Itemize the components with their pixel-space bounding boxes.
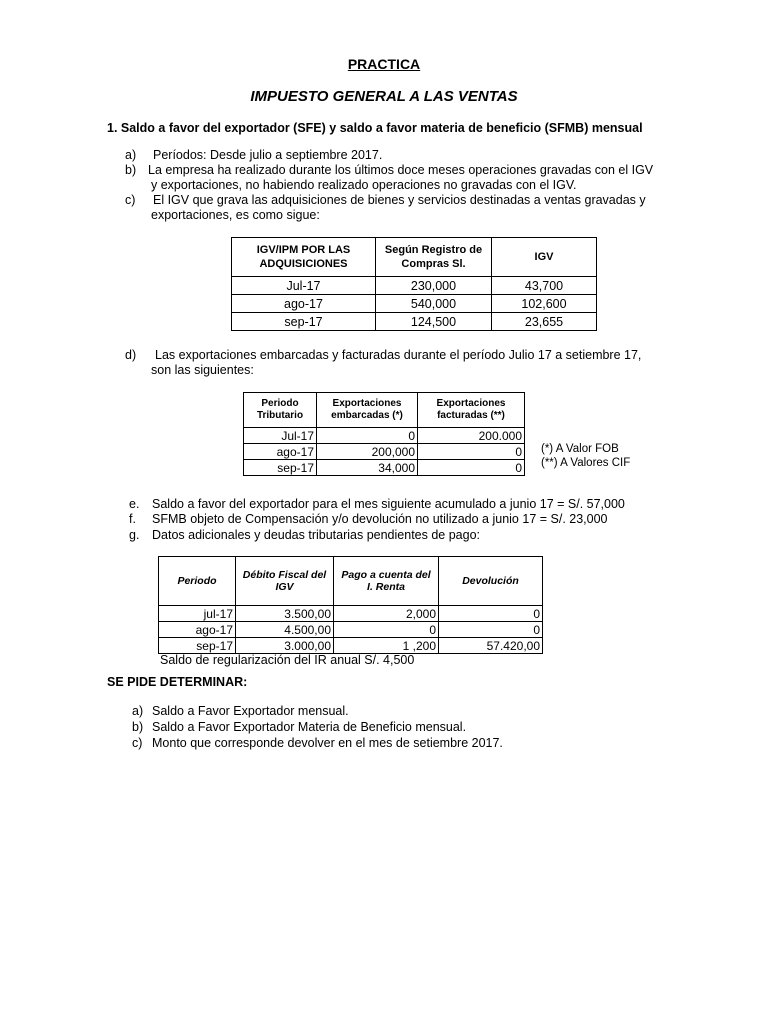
pide-item-c-text: Monto que corresponde devolver en el mes de setiembre 2017. — [152, 736, 503, 750]
item-a-label: a) — [125, 148, 137, 162]
table-header-cell: Débito Fiscal del IGV — [236, 557, 334, 606]
item-c-line2: exportaciones, es como sigue: — [151, 208, 320, 222]
item-b-label: b) — [125, 163, 137, 177]
table-cell: ago-17 — [232, 295, 376, 313]
item-e-label: e. — [129, 497, 140, 511]
table-cell: 23,655 — [492, 313, 597, 331]
table-header-cell: Exportaciones embarcadas (*) — [317, 393, 418, 428]
item-f-label: f. — [129, 512, 136, 526]
section-heading: 1. Saldo a favor del exportador (SFE) y saldo a favor materia de beneficio (SFMB) mensual — [107, 121, 643, 135]
item-d-line2: son las siguientes: — [151, 363, 254, 377]
table2-note-cif: (**) A Valores CIF — [541, 457, 631, 469]
pide-item-a-text: Saldo a Favor Exportador mensual. — [152, 704, 349, 718]
item-g-label: g. — [129, 528, 140, 542]
table-row — [159, 622, 543, 638]
table-cell: sep-17 — [244, 460, 317, 476]
table-cell: 102,600 — [492, 295, 597, 313]
item-c-line1: El IGV que grava las adquisiciones de bienes y servicios destinadas a ventas gravadas y — [153, 193, 646, 207]
exportaciones-table — [243, 392, 525, 476]
table-cell: 0 — [439, 622, 543, 638]
table-row — [244, 444, 525, 460]
table-cell: 200,000 — [317, 444, 418, 460]
table-header-cell: Exportaciones facturadas (**) — [418, 393, 525, 428]
table-row — [159, 606, 543, 622]
table-cell: 230,000 — [376, 277, 492, 295]
pide-item-c-label: c) — [132, 736, 143, 750]
table3-footer: Saldo de regularización del IR anual S/. 4,500 — [160, 653, 415, 667]
table-cell: 0 — [418, 460, 525, 476]
deudas-tributarias-table — [158, 556, 543, 654]
table-header-row — [244, 393, 525, 428]
item-a-text: Períodos: Desde julio a septiembre 2017. — [153, 148, 383, 162]
table-row — [244, 428, 525, 444]
table-cell: sep-17 — [159, 638, 236, 654]
item-b-line1: La empresa ha realizado durante los últimos doce meses operaciones gravadas con el IGV — [148, 163, 654, 177]
table-cell: sep-17 — [232, 313, 376, 331]
table-cell: 0 — [317, 428, 418, 444]
table-cell: 2,000 — [334, 606, 439, 622]
table-cell: 43,700 — [492, 277, 597, 295]
table-cell: 1 ,200 — [334, 638, 439, 654]
page-subtitle: IMPUESTO GENERAL A LAS VENTAS — [250, 88, 518, 105]
table-cell: 3.500,00 — [236, 606, 334, 622]
item-c-label: c) — [125, 193, 136, 207]
item-d-label: d) — [125, 348, 137, 362]
table-header-cell: Según Registro de Compras Sl. — [376, 238, 492, 277]
item-b-line2: y exportaciones, no habiendo realizado operaciones no gravadas con el IGV. — [151, 178, 577, 192]
table-cell: 4.500,00 — [236, 622, 334, 638]
item-e-text: Saldo a favor del exportador para el mes siguiente acumulado a junio 17 = S/. 57,000 — [152, 497, 625, 511]
table-header-row — [232, 238, 597, 277]
table-header-cell: IGV — [492, 238, 597, 277]
table-cell: 34,000 — [317, 460, 418, 476]
table-cell: 0 — [439, 606, 543, 622]
igv-adquisiciones-table — [231, 237, 597, 331]
item-g-text: Datos adicionales y deudas tributarias pendientes de pago: — [152, 528, 480, 542]
table-row — [232, 295, 597, 313]
pide-heading: SE PIDE DETERMINAR: — [107, 675, 248, 689]
table-header-cell: Periodo — [159, 557, 236, 606]
table-cell: 200.000 — [418, 428, 525, 444]
table-header-row — [159, 557, 543, 606]
table-cell: ago-17 — [244, 444, 317, 460]
table-row — [244, 460, 525, 476]
table-cell: Jul-17 — [244, 428, 317, 444]
table-header-cell: Periodo Tributario — [244, 393, 317, 428]
table-cell: 57.420,00 — [439, 638, 543, 654]
pide-item-a-label: a) — [132, 704, 144, 718]
table-cell: ago-17 — [159, 622, 236, 638]
table2-note-fob: (*) A Valor FOB — [541, 443, 619, 455]
item-f-text: SFMB objeto de Compensación y/o devolución no utilizado a junio 17 = S/. 23,000 — [152, 512, 608, 526]
table-header-cell: Devolución — [439, 557, 543, 606]
table-cell: jul-17 — [159, 606, 236, 622]
table-row — [232, 313, 597, 331]
table-row — [232, 277, 597, 295]
item-d-line1: Las exportaciones embarcadas y facturadas durante el período Julio 17 a setiembre 17, — [155, 348, 642, 362]
table-cell: 0 — [334, 622, 439, 638]
table-cell: 124,500 — [376, 313, 492, 331]
table-header-cell: Pago a cuenta del I. Renta — [334, 557, 439, 606]
table-cell: 3.000,00 — [236, 638, 334, 654]
page-title: PRACTICA — [347, 56, 421, 72]
table-cell: 540,000 — [376, 295, 492, 313]
pide-item-b-text: Saldo a Favor Exportador Materia de Beneficio mensual. — [152, 720, 467, 734]
table-cell: 0 — [418, 444, 525, 460]
pide-item-b-label: b) — [132, 720, 144, 734]
table-cell: Jul-17 — [232, 277, 376, 295]
table-header-cell: IGV/IPM POR LAS ADQUISICIONES — [232, 238, 376, 277]
